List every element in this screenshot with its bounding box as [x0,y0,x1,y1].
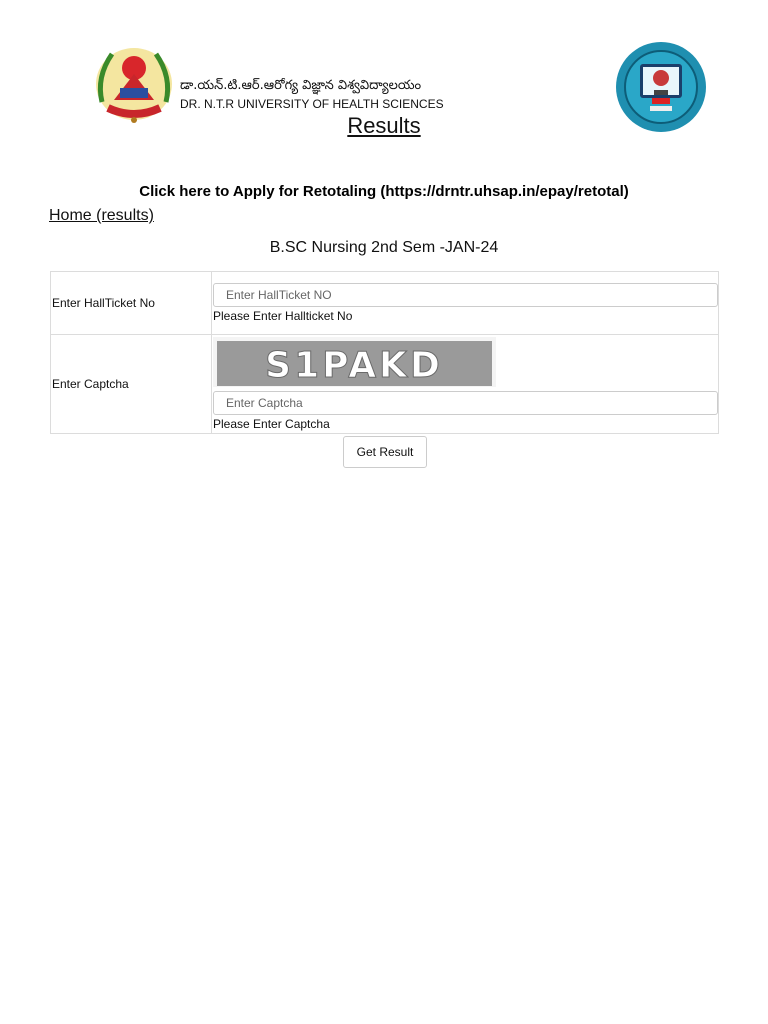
hallticket-field-cell [212,272,719,335]
captcha-row [51,335,719,434]
captcha-hint: Please Enter Captcha [213,417,330,431]
hallticket-input[interactable] [213,283,718,307]
university-name-english: DR. N.T.R UNIVERSITY OF HEALTH SCIENCES [180,97,444,111]
retotaling-link[interactable]: Click here to Apply for Retotaling (https://drntr.uhsap.in/epay/retotal) [139,183,629,200]
captcha-field-cell [212,335,719,434]
hallticket-label: Enter HallTicket No [51,272,212,335]
captcha-image [213,337,496,387]
exam-title: B.SC Nursing 2nd Sem -JAN-24 [269,239,499,256]
captcha-input[interactable] [213,391,718,415]
university-emblem-icon [92,42,176,124]
captcha-code: S1PAKD [265,345,443,386]
hallticket-hint: Please Enter Hallticket No [213,309,353,323]
captcha-label: Enter Captcha [51,335,212,434]
page-title: Results [347,113,421,138]
university-name-telugu: డా.యన్.టి.ఆర్.ఆరోగ్య విజ్ఞాన విశ్వవిద్యాలయం [180,78,422,93]
home-results-link[interactable]: Home (results) [49,207,154,224]
hallticket-row [51,272,719,335]
result-form-table [50,271,719,434]
page-header [0,0,768,150]
get-result-button[interactable]: Get Result [343,436,427,468]
